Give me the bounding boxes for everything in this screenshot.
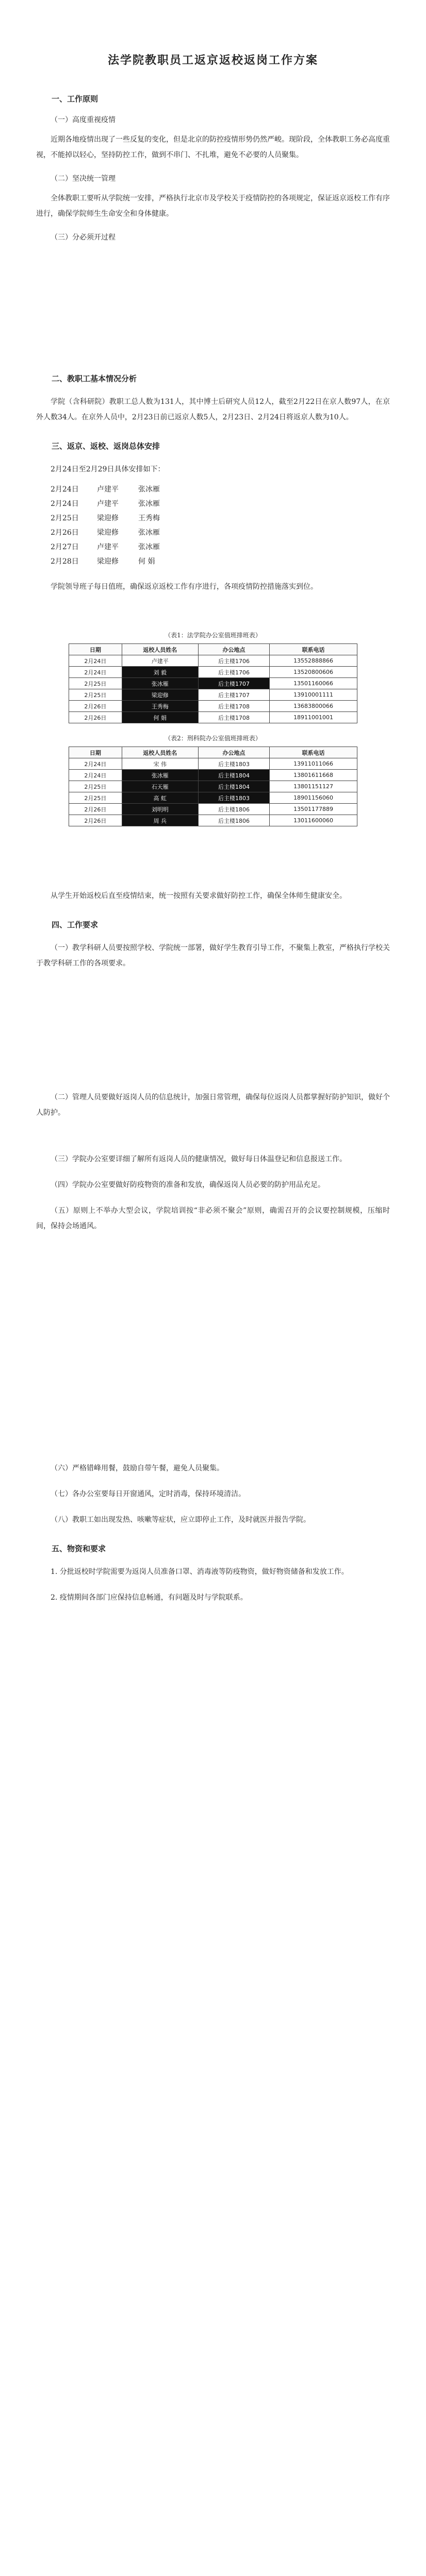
paragraph-5-2: 2. 疫情期间各部门应保持信息畅通，有问题及时与学院联系。 [51,1594,248,1602]
table-row: 2月25日 石天雁 后主楼1804 13801151127 [69,781,357,792]
schedule-row: 2月27日 卢建平 张冰雁 [51,543,160,551]
requirement-1: （一）教学科研人员要按照学校、学院统一部署，做好学生教育引导工作，不聚集上教室，严格执行学校关于教学科研工作的各项要求。 [36,944,390,968]
table-header-row: 日期 返校人员姓名 办公地点 联系电话 [69,747,357,758]
table1 [69,643,357,723]
requirement-4: （四）学院办公室要做好防疫物资的准备和发放，确保返岗人员必要的防护用品充足。 [51,1181,325,1189]
requirement-3: （三）学院办公室要详细了解所有返岗人员的健康情况，做好每日体温登记和信息报送工作。 [51,1155,347,1163]
table-row: 2月24日 张冰雁 后主楼1804 13801611668 [69,770,357,781]
section-heading-4: 四、工作要求 [52,920,99,929]
schedule-row: 2月25日 梁迎修 王秀梅 [51,514,160,522]
schedule-row: 2月24日 卢建平 张冰雁 [51,500,160,508]
table2-caption: （表2：刑科院办公室值班排班表） [165,735,261,742]
section-heading-2: 二、教职工基本情况分析 [52,374,137,383]
table-row: 2月26日 何 娟 后主楼1708 18911001001 [69,712,357,723]
table-row: 2月25日 张冰雁 后主楼1707 13501160066 [69,678,357,689]
schedule-intro: 2月24日至2月29日具体安排如下： [51,465,165,473]
paragraph-1-1: 近期各地疫情出现了一些反复的变化，但是北京的防控疫情形势仍然严峻。现阶段，全体教职工务必高度重视，不能掉以轻心，坚持防控工作，做到不串门、不扎堆，避免不必要的人员聚集。 [36,135,390,159]
table-row: 2月25日 高 虹 后主楼1803 18901156060 [69,792,357,804]
section-heading-1: 一、工作原则 [52,94,99,104]
table-row: 2月24日 刘 毅 后主楼1706 13520800606 [69,667,357,678]
table-row: 2月24日 宋 伟 后主楼1803 13911011066 [69,758,357,770]
table-row: 2月24日 卢建平 后主楼1706 13552888866 [69,655,357,667]
paragraph-2: 学院（含科研院）教职工总人数为131人，其中博士后研究人员12人，截至2月22日在京人数97人，在京外人数34人。在京外人员中，2月23日前已返京人数5人，2月23日、2月24日将返京人数为10人。 [36,398,390,421]
section-heading-5: 五、物资和要求 [52,1544,106,1553]
schedule-list [36,482,390,569]
section-heading-3: 三、返京、返校、返岗总体安排 [52,442,160,451]
schedule-row: 2月24日 卢建平 张冰雁 [51,485,160,494]
requirement-2: （二）管理人员要做好返岗人员的信息统计，加强日常管理，确保每位返岗人员都掌握好防护知识，做好个人防护。 [36,1093,390,1117]
table-row: 2月25日 梁迎修 后主楼1707 13910001111 [69,689,357,701]
schedule-row: 2月28日 梁迎修 何 娟 [51,557,155,566]
subheading-1-3: （三）分必须开过程 [51,233,116,242]
paragraph-1-2: 全体教职工要听从学院统一安排，严格执行北京市及学校关于疫情防控的各项规定，保证返京返校工作有序进行，确保学院师生生命安全和身体健康。 [36,194,390,218]
table-row: 2月26日 王秀梅 后主楼1708 13683800066 [69,701,357,712]
table1-caption: （表1：法学院办公室值班排班表） [165,632,261,639]
schedule-note: 学院领导班子每日值班，确保返京返校工作有序进行，各项疫情防控措施落实到位。 [51,583,318,591]
paragraph-5-1: 1. 分批返校时学院需要为返岗人员准备口罩、消毒液等防疫物资，做好物资储备和发放工作。 [51,1568,349,1576]
requirement-6: （六）严格错峰用餐，鼓励自带午餐，避免人员聚集。 [51,1464,224,1472]
page-title: 法学院教职员工返京返校返岗工作方案 [107,54,318,67]
subheading-1-2: （二）坚决统一管理 [51,175,116,183]
schedule-row: 2月26日 梁迎修 张冰雁 [51,529,160,537]
requirement-7: （七）各办公室要每日开窗通风，定时消毒，保持环境清洁。 [51,1490,245,1498]
table-row: 2月26日 周 兵 后主楼1806 13011600060 [69,815,357,826]
blank-area [36,249,390,358]
requirement-8: （八）教职工如出现发热、咳嗽等症状，应立即停止工作，及时就医并报告学院。 [51,1516,310,1524]
paragraph-after-tables: 从学生开始返校后直至疫情结束，统一按照有关要求做好防控工作，确保全体师生健康安全。 [51,892,347,900]
table-row: 2月26日 刘明明 后主楼1806 13501177889 [69,804,357,815]
requirement-5: （五）原则上不举办大型会议，学院培训按“非必须不聚会”原则，确需召开的会议要控制规模，压缩时间，保持会场通风。 [36,1207,390,1230]
table-header-row: 日期 返校人员姓名 办公地点 联系电话 [69,644,357,655]
table2 [69,747,357,826]
subheading-1-1: （一）高度重视疫情 [51,116,116,124]
